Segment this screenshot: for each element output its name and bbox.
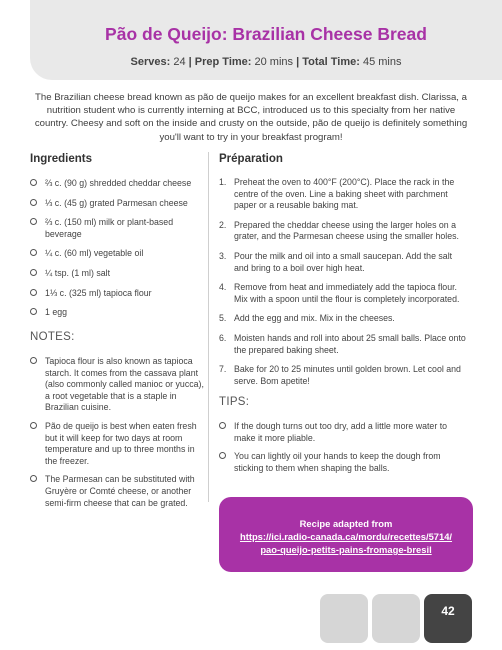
note-item: Pão de queijo is best when eaten fresh but it will keep for two days at room temperature and up to three months in the freezer. bbox=[30, 421, 205, 467]
prep-label: Prep Time: bbox=[194, 56, 252, 68]
bullet-icon bbox=[30, 475, 37, 482]
column-divider bbox=[208, 152, 209, 502]
ingredients-list bbox=[30, 178, 205, 319]
ingredient-item: 1⅓ c. (325 ml) tapioca flour bbox=[30, 288, 205, 300]
serves-label: Serves: bbox=[130, 56, 171, 68]
ingredient-item: 1 egg bbox=[30, 307, 205, 319]
intro-paragraph: The Brazilian cheese bread known as pão de queijo makes for an excellent breakfast dish. Clarissa, a nutrition student who is currently interning at BCC, introduced us to this specialty from her native country. Cheesy and soft on the inside and crusty on the outside, pão de queijo is definitely something you'll want to try in your breakfast program! bbox=[34, 92, 468, 143]
step-item: 1. Preheat the oven to 400°F (200°C). Place the rack in the centre of the oven. Line a baking sheet with parchment paper or a reusable baking mat. bbox=[219, 177, 455, 211]
footer-box bbox=[320, 594, 368, 643]
credit-label: Recipe adapted from bbox=[299, 518, 393, 529]
recipe-meta: Serves: 24 | Prep Time: 20 mins | Total Time: 45 mins bbox=[130, 56, 402, 68]
ingredients-heading: Ingredients bbox=[30, 153, 92, 165]
tip-item: If the dough turns out too dry, add a little more water to make it more pliable. bbox=[219, 421, 469, 444]
step-item: 3. Pour the milk and oil into a small saucepan. Add the salt and bring to a boil over high heat. bbox=[219, 250, 453, 273]
bullet-icon bbox=[30, 308, 37, 315]
step-item: 2. Prepared the cheddar cheese using the larger holes on a grater, and the Parmesan cheese using the smaller holes. bbox=[219, 219, 459, 242]
bullet-icon bbox=[30, 357, 37, 364]
tips-heading: TIPS: bbox=[219, 396, 250, 408]
page-number: 42 bbox=[424, 594, 472, 643]
tip-item: You can lightly oil your hands to keep the dough from sticking to them when shaping the balls. bbox=[219, 451, 469, 474]
total-value: 45 mins bbox=[362, 56, 402, 68]
step-item: 6. Moisten hands and roll into about 25 small balls. Place onto the prepared baking sheet. bbox=[219, 332, 466, 355]
ingredient-item: ⅔ c. (150 ml) milk or plant-based beverage bbox=[30, 217, 205, 240]
tips-list bbox=[219, 421, 469, 474]
bullet-icon bbox=[30, 218, 37, 225]
step-item: 4. Remove from heat and immediately add the tapioca flour. Mix with a spoon until the flour is completely incorporated. bbox=[219, 282, 460, 304]
bullet-icon bbox=[30, 422, 37, 429]
bullet-icon bbox=[30, 199, 37, 206]
source-link-line-1[interactable]: https://ici.radio-canada.ca/mordu/recettes/5714/ bbox=[239, 531, 453, 542]
note-item: The Parmesan can be substituted with Gruyère or Comté cheese, or another semi-firm cheese that can be grated. bbox=[30, 474, 205, 509]
preparation-heading: Préparation bbox=[219, 153, 283, 165]
bullet-icon bbox=[30, 179, 37, 186]
recipe-title: Pão de Queijo: Brazilian Cheese Bread bbox=[105, 24, 427, 44]
footer-box bbox=[372, 594, 420, 643]
bullet-icon bbox=[30, 289, 37, 296]
source-link-line-2[interactable]: pao-queijo-petits-pains-fromage-bresil bbox=[260, 544, 432, 555]
ingredient-item: ¼ tsp. (1 ml) salt bbox=[30, 268, 205, 280]
note-item: Tapioca flour is also known as tapioca starch. It comes from the cassava plant (also commonly called manioc or yucca), a root vegetable that is a staple in Brazilian cuisine. bbox=[30, 356, 205, 414]
preparation-steps bbox=[219, 177, 469, 387]
bullet-icon bbox=[30, 269, 37, 276]
bullet-icon bbox=[219, 422, 226, 429]
ingredient-item: ¼ c. (60 ml) vegetable oil bbox=[30, 248, 205, 260]
notes-list bbox=[30, 356, 205, 509]
notes-heading: NOTES: bbox=[30, 331, 75, 343]
step-item: 5. Add the egg and mix. Mix in the cheeses. bbox=[219, 313, 395, 324]
total-label: Total Time: bbox=[302, 56, 360, 68]
step-item: 7. Bake for 20 to 25 minutes until golden brown. Let cool and serve. Bom apetite! bbox=[219, 364, 461, 386]
prep-value: 20 mins bbox=[254, 56, 294, 68]
recipe-credit-box bbox=[219, 497, 473, 572]
ingredient-item: ⅔ c. (90 g) shredded cheddar cheese bbox=[30, 178, 205, 190]
ingredient-item: ⅓ c. (45 g) grated Parmesan cheese bbox=[30, 198, 205, 210]
bullet-icon bbox=[30, 249, 37, 256]
serves-value: 24 bbox=[173, 56, 186, 68]
bullet-icon bbox=[219, 452, 226, 459]
